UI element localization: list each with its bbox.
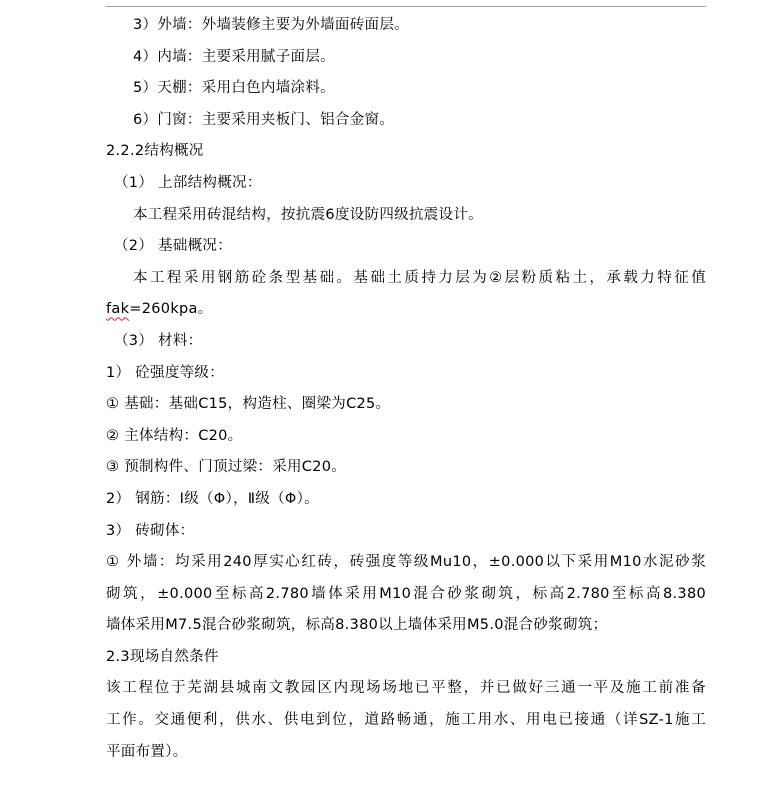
paragraph-foundation-cont [106, 294, 706, 326]
document-page [106, 10, 706, 768]
item-foundation-concrete: ① 基础：基础C15，构造柱、圈梁为C25。 [106, 396, 391, 413]
header-rule [106, 6, 706, 7]
list-item-doors-windows: 6）门窗：主要采用夹板门、铝合金窗。 [133, 111, 395, 128]
subheading-materials: （3） 材料： [114, 332, 203, 349]
subheading-foundation: （2） 基础概况： [114, 238, 233, 255]
list-item-exterior-wall: 3）外墙：外墙装修主要为外墙面砖面层。 [133, 17, 409, 33]
item-rebar: 2） 钢筋：Ⅰ级（Φ），Ⅱ级（Φ）。 [106, 490, 319, 507]
paragraph-superstructure: 本工程采用砖混结构，按抗震6度设防四级抗震设计。 [133, 206, 483, 223]
section-heading-site: 2.3现场自然条件 [106, 648, 219, 665]
subheading-superstructure: （1） 上部结构概况： [114, 174, 262, 191]
item-main-structure: ② 主体结构：C20。 [106, 427, 243, 444]
paragraph-foundation: 本工程采用钢筋砼条型基础。基础土质持力层为②层粉质粘土，承载力特征值 [133, 269, 706, 286]
item-concrete-grade: 1） 砼强度等级： [106, 364, 225, 381]
spellcheck-word: fak [106, 301, 130, 318]
item-precast: ③ 预制构件、门顶过梁：采用C20。 [106, 459, 347, 476]
paragraph-site-3: 平面布置）。 [106, 743, 188, 760]
list-item-ceiling: 5）天棚：采用白色内墙涂料。 [133, 80, 335, 97]
list-item-interior-wall: 4）内墙：主要采用腻子面层。 [133, 48, 335, 65]
paragraph-site-2: 工作。交通便利，供水、供电到位，道路畅通，施工用水、用电已接通（详SZ-1施工 [106, 712, 706, 729]
paragraph-site-1: 该工程位于芜湖县城南文教园区内现场场地已平整，并已做好三通一平及施工前准备 [106, 680, 706, 697]
foundation-value: =260kpa。 [129, 301, 213, 318]
item-masonry: 3） 砖砌体： [106, 522, 195, 539]
section-heading-structure: 2.2.2结构概况 [106, 143, 204, 160]
paragraph-masonry-1: ① 外墙：均采用240厚实心红砖，砖强度等级Mu10，±0.000以下采用M10水泥砂浆 [106, 554, 706, 571]
paragraph-masonry-2: 砌筑，±0.000至标高2.780墙体采用M10混合砂浆砌筑，标高2.780至标高8.380 [106, 585, 706, 602]
paragraph-masonry-3: 墙体采用M7.5混合砂浆砌筑，标高8.380以上墙体采用M5.0混合砂浆砌筑； [106, 617, 608, 634]
